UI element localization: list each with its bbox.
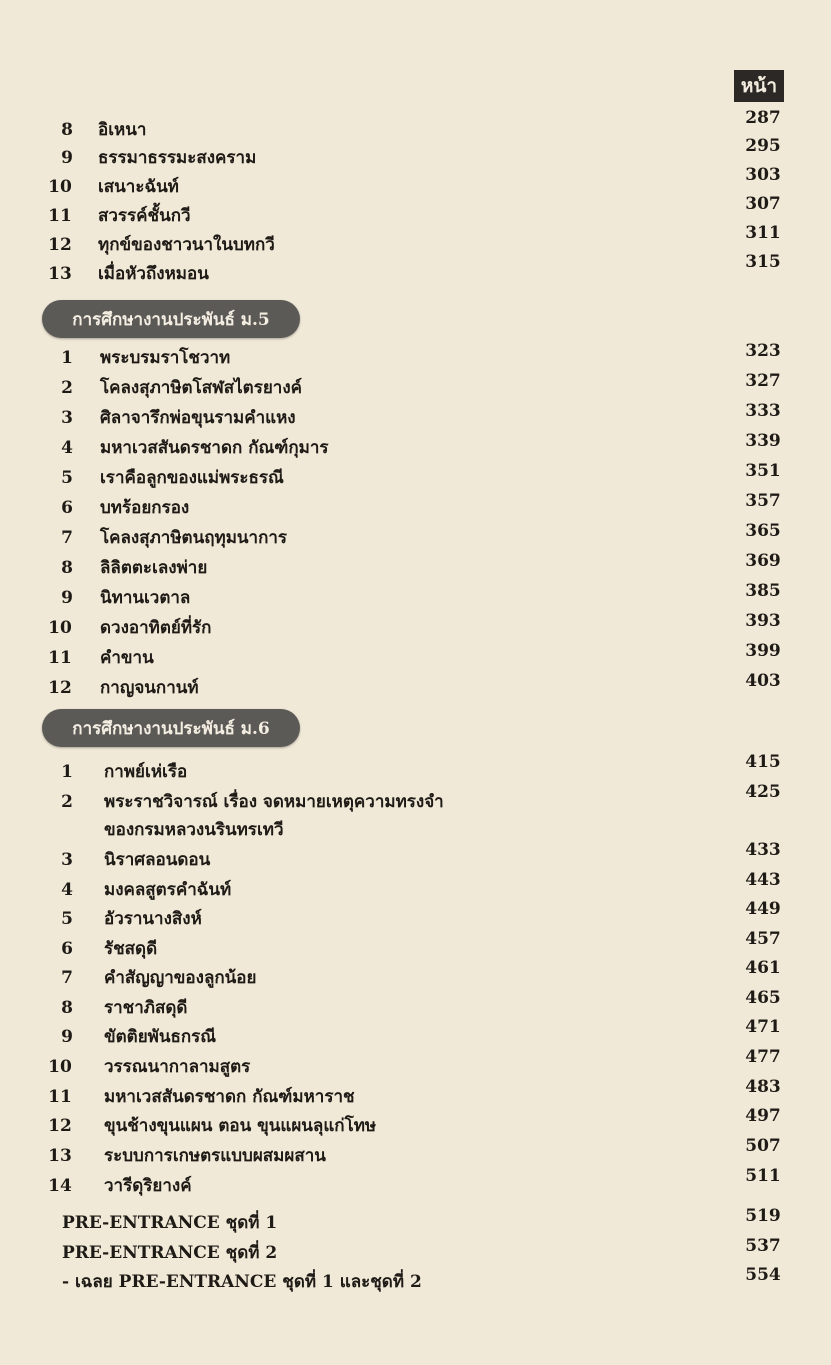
entry-title: ขัตติยพันธกรณี [104, 1027, 217, 1047]
entry-title: ทุกข์ของชาวนาในบทกวี [98, 235, 275, 255]
entry-title: - เฉลย PRE-ENTRANCE ชุดที่ 1 และชุดที่ 2 [62, 1272, 422, 1292]
entry-page: 554 [745, 1265, 781, 1285]
entry-page: 315 [745, 252, 781, 272]
entry-page: 403 [745, 671, 781, 691]
entry-number: 6 [61, 498, 73, 518]
entry-title: กาญจนกานท์ [100, 678, 199, 698]
entry-page: 537 [745, 1236, 781, 1256]
entry-title: ลิลิตตะเลงพ่าย [100, 558, 208, 578]
toc-entry [0, 870, 831, 904]
entry-title: มหาเวสสันดรชาดก กัณฑ์มหาราช [104, 1087, 355, 1107]
toc-entry [0, 899, 831, 933]
toc-entry [0, 165, 831, 201]
toc-entry [0, 341, 831, 372]
toc-entry [0, 641, 831, 672]
entry-number: 11 [48, 1087, 72, 1107]
entry-page: 365 [745, 521, 781, 541]
entry-page: 457 [745, 929, 781, 949]
entry-number: 5 [61, 468, 73, 488]
entry-page: 385 [745, 581, 781, 601]
toc-entry-continuation [0, 816, 831, 844]
entry-title: เมื่อหัวถึงหมอน [98, 264, 209, 284]
entry-title: ขุนช้างขุนแผน ตอน ขุนแผนลุแก่โทษ [104, 1116, 377, 1136]
entry-number: 3 [61, 408, 73, 428]
toc-entry [0, 581, 831, 612]
entry-page: 287 [745, 108, 781, 128]
entry-page: 465 [745, 988, 781, 1008]
toc-entry-pre-entrance [0, 1206, 831, 1237]
entry-title: วรรณนากาลามสูตร [104, 1057, 251, 1077]
toc-entry [0, 1077, 831, 1111]
entry-title: PRE-ENTRANCE ชุดที่ 2 [62, 1243, 278, 1263]
entry-title: อัวรานางสิงห์ [104, 909, 202, 929]
entry-page: 483 [745, 1077, 781, 1097]
entry-page: 443 [745, 870, 781, 890]
entry-page: 425 [745, 782, 781, 802]
entry-title: ดวงอาทิตย์ที่รัก [100, 618, 212, 638]
entry-number: 2 [61, 792, 73, 812]
toc-entry [0, 752, 831, 786]
entry-number: 9 [61, 588, 73, 608]
toc-entry [0, 671, 831, 702]
entry-title: เสนาะฉันท์ [98, 177, 179, 197]
entry-page: 471 [745, 1017, 781, 1037]
toc-entry [0, 1106, 831, 1140]
entry-number: 8 [61, 120, 73, 140]
toc-entry [0, 521, 831, 552]
entry-number: 10 [48, 618, 72, 638]
entry-number: 4 [61, 880, 73, 900]
entry-page: 477 [745, 1047, 781, 1067]
entry-number: 12 [48, 235, 72, 255]
entry-page: 339 [745, 431, 781, 451]
entry-page: 519 [745, 1206, 781, 1226]
entry-page: 511 [745, 1166, 781, 1186]
toc-entry [0, 223, 831, 259]
toc-entry [0, 782, 831, 816]
entry-title: ธรรมาธรรมะสงคราม [98, 148, 257, 168]
toc-entry [0, 1017, 831, 1051]
entry-title: ราชาภิสดุดี [104, 998, 188, 1018]
entry-number: 8 [61, 998, 73, 1018]
entry-title: เราคือลูกของแม่พระธรณี [100, 468, 284, 488]
toc-entry [0, 1047, 831, 1081]
entry-title: โคลงสุภาษิตนฤทุมนาการ [100, 528, 288, 548]
entry-page: 433 [745, 840, 781, 860]
entry-number: 5 [61, 909, 73, 929]
toc-entry [0, 194, 831, 230]
entry-page: 415 [745, 752, 781, 772]
entry-number: 11 [48, 206, 72, 226]
entry-title: PRE-ENTRANCE ชุดที่ 1 [62, 1213, 278, 1233]
entry-number: 10 [48, 1057, 72, 1077]
entry-title-line2: ของกรมหลวงนรินทรเทวี [104, 820, 284, 840]
toc-entry [0, 988, 831, 1022]
toc-entry [0, 929, 831, 963]
entry-page: 393 [745, 611, 781, 631]
entry-title: พระบรมราโชวาท [100, 348, 231, 368]
entry-number: 9 [61, 1027, 73, 1047]
entry-page: 311 [745, 223, 781, 243]
entry-page: 461 [745, 958, 781, 978]
entry-page: 369 [745, 551, 781, 571]
entry-page: 357 [745, 491, 781, 511]
entry-page: 507 [745, 1136, 781, 1156]
entry-title: คำสัญญาของลูกน้อย [104, 968, 257, 988]
entry-number: 6 [61, 939, 73, 959]
entry-number: 11 [48, 648, 72, 668]
entry-page: 307 [745, 194, 781, 214]
entry-title: วารีดุริยางค์ [104, 1176, 192, 1196]
entry-page: 449 [745, 899, 781, 919]
entry-number: 7 [61, 528, 73, 548]
entry-title: ศิลาจารึกพ่อขุนรามคำแหง [100, 408, 296, 428]
entry-title: สวรรค์ชั้นกวี [98, 206, 191, 226]
entry-number: 9 [61, 148, 73, 168]
toc-entry [0, 252, 831, 288]
toc-entry [0, 461, 831, 492]
entry-number: 13 [48, 264, 72, 284]
entry-number: 12 [48, 678, 72, 698]
entry-title: คำขาน [100, 648, 154, 668]
toc-entry [0, 551, 831, 582]
entry-title: รัชสดุดี [104, 939, 158, 959]
entry-title: โคลงสุภาษิตโสฬสไตรยางค์ [100, 378, 302, 398]
toc-entry-pre-entrance [0, 1236, 831, 1267]
entry-page: 327 [745, 371, 781, 391]
toc-entry [0, 611, 831, 642]
entry-number: 14 [48, 1176, 72, 1196]
entry-title: พระราชวิจารณ์ เรื่อง จดหมายเหตุความทรงจำ [104, 792, 444, 812]
toc-entry [0, 840, 831, 874]
entry-page: 295 [745, 136, 781, 156]
entry-page: 303 [745, 165, 781, 185]
entry-number: 4 [61, 438, 73, 458]
entry-title: กาพย์เห่เรือ [104, 762, 188, 782]
toc-entry [0, 108, 831, 144]
entry-title: นิราศลอนดอน [104, 850, 211, 870]
entry-number: 1 [61, 348, 73, 368]
entry-number: 8 [61, 558, 73, 578]
page-column-header: หน้า [734, 70, 784, 102]
entry-number: 1 [61, 762, 73, 782]
toc-entry [0, 136, 831, 172]
entry-number: 12 [48, 1116, 72, 1136]
entry-page: 333 [745, 401, 781, 421]
entry-title: ระบบการเกษตรแบบผสมผสาน [104, 1146, 326, 1166]
entry-page: 497 [745, 1106, 781, 1126]
entry-number: 3 [61, 850, 73, 870]
entry-number: 10 [48, 177, 72, 197]
entry-page: 399 [745, 641, 781, 661]
toc-entry [0, 371, 831, 402]
entry-title: บทร้อยกรอง [100, 498, 190, 518]
entry-page: 351 [745, 461, 781, 481]
entry-title: อิเหนา [98, 120, 147, 140]
toc-entry [0, 958, 831, 992]
toc-entry [0, 1136, 831, 1170]
entry-title: นิทานเวตาล [100, 588, 191, 608]
toc-entry [0, 401, 831, 432]
toc-entry [0, 431, 831, 462]
entry-title: มหาเวสสันดรชาดก กัณฑ์กุมาร [100, 438, 329, 458]
entry-number: 13 [48, 1146, 72, 1166]
entry-title: มงคลสูตรคำฉันท์ [104, 880, 232, 900]
entry-number: 7 [61, 968, 73, 988]
entry-page: 323 [745, 341, 781, 361]
entry-number: 2 [61, 378, 73, 398]
section-header-m6: การศึกษางานประพันธ์ ม.6 [42, 709, 300, 747]
toc-entry-answer-key [0, 1265, 831, 1296]
section-header-m5: การศึกษางานประพันธ์ ม.5 [42, 300, 300, 338]
toc-entry [0, 1166, 831, 1200]
toc-entry [0, 491, 831, 522]
